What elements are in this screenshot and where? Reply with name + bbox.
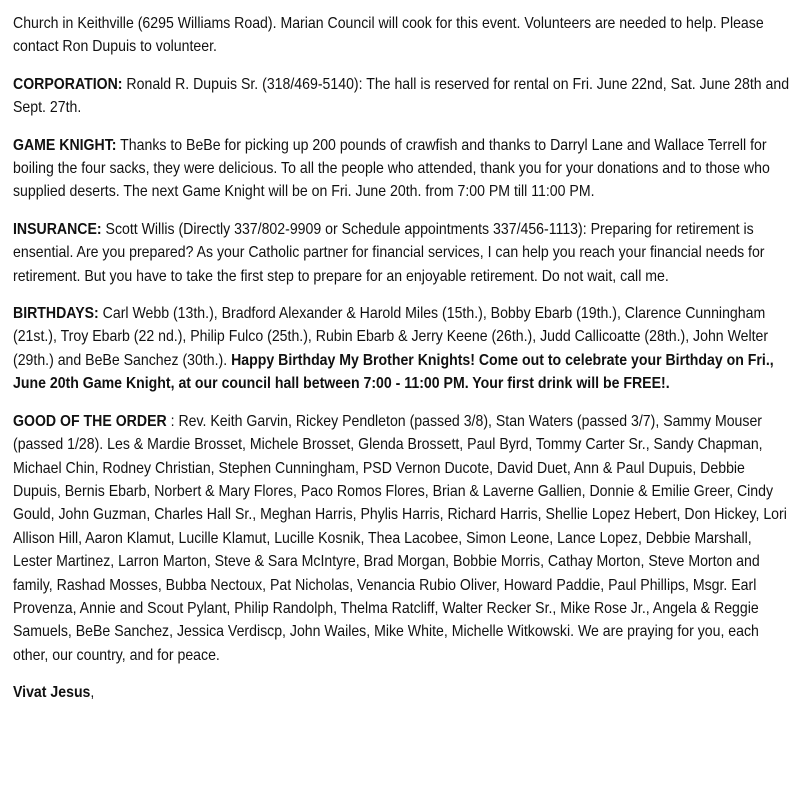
birthdays-heading: BIRTHDAYS: <box>13 305 99 323</box>
closing-salutation: Vivat Jesus <box>13 684 91 702</box>
insurance-text: Scott Willis (Directly 337/802-9909 or Schedule appointments 337/456-1113): Preparing for retirement is ensential. Are you prepared? As your Catholic partner for financial services, I can help you reach your financial needs for retirement. But you have to take the first step to prepare for an enjoyable retirement. Do not wait, call me. <box>13 220 765 285</box>
game-knight-heading: GAME KNIGHT: <box>13 136 117 154</box>
corporation-text: Ronald R. Dupuis Sr. (318/469-5140): The hall is reserved for rental on Fri. June 22nd, Sat. June 28th and Sept. 27th. <box>13 75 790 117</box>
closing-line <box>13 681 789 704</box>
good-of-the-order-heading: GOOD OF THE ORDER <box>13 412 167 430</box>
newsletter-page <box>13 12 789 719</box>
birthdays-text: Carl Webb (13th.), Bradford Alexander & Harold Miles (15th.), Bobby Ebarb (19th.), Clarence Cunningham (21st.), Troy Ebarb (22 nd.), Philip Fulco (25th.), Rubin Ebarb & Jerry Keene (26th.), Judd Callicoatte (28th.), John Welter (29th.) and BeBe Sanchez (30th.). <box>13 305 769 369</box>
corporation-paragraph <box>13 73 789 120</box>
closing-comma: , <box>90 684 95 702</box>
birthdays-bold-announcement: Happy Birthday My Brother Knights! Come out to celebrate your Birthday on Fri., June 20th Game Knight, at our council hall between 7:00 - 11:00 PM. Your first drink will be FREE!. <box>13 351 774 393</box>
good-of-the-order-text: : Rev. Keith Garvin, Rickey Pendleton (passed 3/8), Stan Waters (passed 3/7), Sammy Mouser (passed 1/28). Les & Mardie Brosset, Michele Brosset, Glenda Brossett, Paul Byrd, Tommy Carter Sr., Sandy Chapman, Michael Chin, Rodney Christian, Stephen Cunningham, PSD Vernon Ducote, David Duet, Ann & Paul Dupuis, Debbie Dupuis, Bernis Ebarb, Norbert & Mary Flores, Paco Romos Flores, Brian & Laverne Gallien, Donnie & Emilie Greer, Cindy Gould, John Guzman, Charles Hall Sr., Meghan Harris, Phylis Harris, Richard Harris, Shellie Lopez Hebert, Don Hickey, Lori Allison Hill, Aaron Klamut, Lucille Klamut, Lucille Kosnik, Thea Lacobee, Simon Leone, Lance Lopez, Debbie Marshall, Lester Martinez, Larron Marton, Steve & Sara McIntyre, Brad Morgan, Bobbie Morris, Cathay Morton, Steve Morton and family, Rashad Mosses, Bubba Nectoux, Pat Nicholas, Venancia Rubio Oliver, Howard Paddie, Paul Phillips, Msgr. Earl Provenza, Annie and Scout Pylant, Philip Randolph, Thelma Ratcliff, Walter Recker Sr., Mike Rose Jr., Angela & Reggie Samuels, BeBe Sanchez, Jessica Verdiscp, John Wailes, Mike White, Michelle Witkowski. We are praying for you, each other, our country, and for peace. <box>13 412 787 664</box>
insurance-paragraph <box>13 218 789 288</box>
game-knight-text: Thanks to BeBe for picking up 200 pounds of crawfish and thanks to Darryl Lane and Wallace Terrell for boiling the four sacks, they were delicious. To all the people who attended, thank you for your donations and to those who supplied deserts. The next Game Knight will be on Fri. June 20th. from 7:00 PM till 11:00 PM. <box>13 136 770 201</box>
corporation-heading: CORPORATION: <box>13 75 123 93</box>
intro-paragraph <box>13 12 789 59</box>
birthdays-paragraph <box>13 302 789 396</box>
game-knight-paragraph <box>13 134 789 204</box>
insurance-heading: INSURANCE: <box>13 220 102 238</box>
good-of-the-order-paragraph <box>13 410 789 667</box>
intro-text: Church in Keithville (6295 Williams Road). Marian Council will cook for this event. Volunteers are needed to help. Please contact Ron Dupuis to volunteer. <box>13 15 764 56</box>
